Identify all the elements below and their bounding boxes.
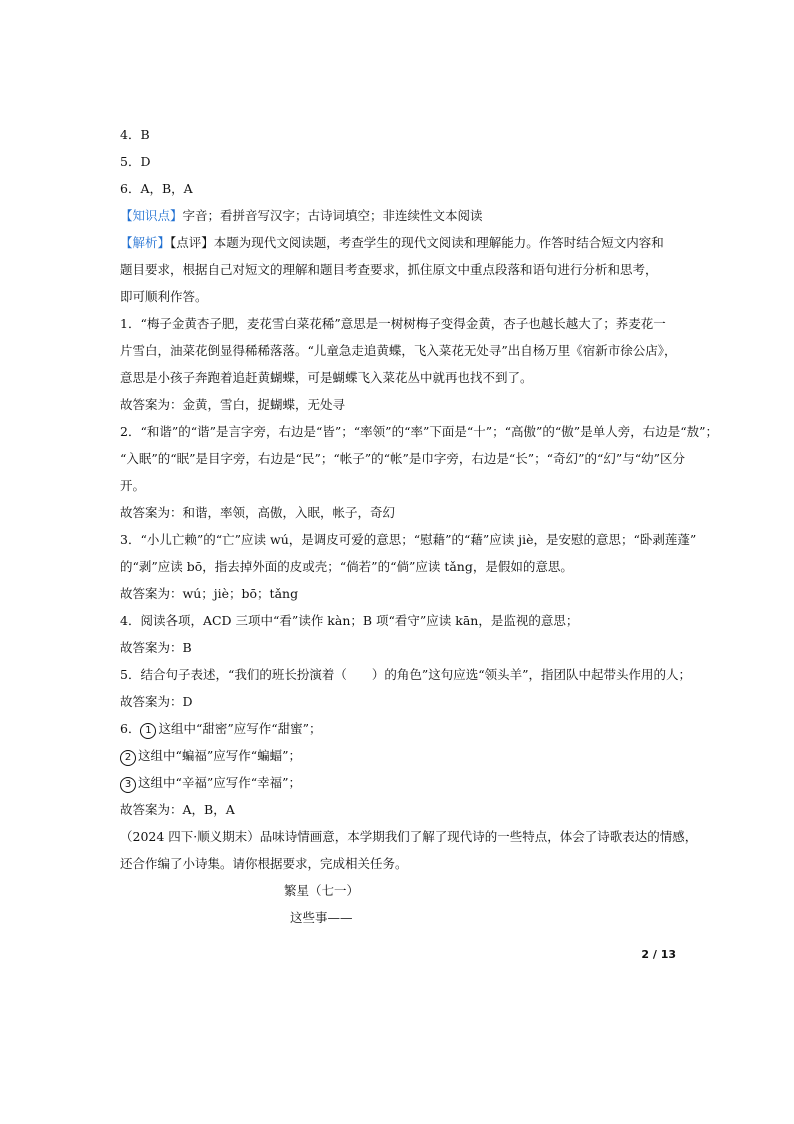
item-6-text-1: 这组中“甜密”应写作“甜蜜”； [158,721,322,736]
answer-5: 5．D [120,154,151,169]
poem-line: 这些事—— [290,910,353,925]
item-6-line-1 [120,720,680,739]
poem-title: 繁星（七一） [284,883,360,898]
item-2-line-1: 2．“和谐”的“谐”是言字旁，右边是“皆”；“率领”的“率”下面是“十”；“高傲”的“傲”是单人旁，右边是“敖”； [120,424,718,439]
item-5-answer: 故答案为：D [120,694,193,709]
item-1-answer: 故答案为：金黄，雪白，捉蝴蝶，无处寻 [120,397,346,412]
question-line-1: （2024 四下·顺义期末）品味诗情画意，本学期我们了解了现代诗的一些特点，体会了诗歌表达的情感， [120,829,698,844]
circled-number-2: 2 [120,750,136,766]
item-6-line-3 [120,774,680,793]
item-4-line-1: 4．阅读各项，ACD 三项中“看”读作 kàn；B 项“看守”应读 kān，是监视的意思； [120,613,579,628]
item-4-answer: 故答案为：B [120,640,192,655]
item-6-line-2 [120,747,680,766]
item-6-answer: 故答案为：A，B，A [120,802,235,817]
knowledge-tag: 【知识点】 [120,208,183,223]
item-3-answer: 故答案为：wú；jiè；bō；tǎng [120,586,299,601]
item-6-text-3: 这组中“辛福”应写作“幸福”； [138,775,302,790]
circled-number-3: 3 [120,777,136,793]
item-2-line-2: “入眠”的“眠”是目字旁，右边是“民”；“帐子”的“帐”是巾字旁，右边是“长”；“奇幻”的“幻”与“幼”区分 [120,451,686,466]
item-1-line-2: 片雪白，油菜花倒显得稀稀落落。“儿童急走追黄蝶，飞入菜花无处寻”出自杨万里《宿新市徐公店》， [120,343,677,358]
circled-number-1: 1 [140,723,156,739]
knowledge-text: 字音；看拼音写汉字；古诗词填空；非连续性文本阅读 [182,208,483,223]
page-number: 2 / 13 [641,948,676,961]
analysis-tag: 【解析】 [120,235,171,250]
item-3-line-1: 3．“小儿亡赖”的“亡”应读 wú，是调皮可爱的意思；“慰藉”的“藉”应读 jiè，是安慰的意思；“卧剥莲蓬” [120,532,697,547]
item-2-answer: 故答案为：和谐，率领，高傲，入眠，帐子，奇幻 [120,505,396,520]
answer-6: 6．A，B，A [120,181,193,196]
item-6-text-2: 这组中“蝙福”应写作“蝙蝠”； [138,748,302,763]
item-3-line-2: 的“剥”应读 bō，指去掉外面的皮或壳；“倘若”的“倘”应读 tǎng，是假如的意思。 [120,559,573,574]
analysis-line-3: 即可顺利作答。 [120,289,208,304]
analysis-line-1 [120,234,680,252]
item-2-line-3: 开。 [120,478,146,493]
question-line-2: 还合作编了小诗集。请你根据要求，完成相关任务。 [120,856,408,871]
answer-4: 4．B [120,127,150,142]
analysis-text: 【点评】本题为现代文阅读题，考查学生的现代文阅读和理解能力。作答时结合短文内容和 [170,235,664,250]
item-1-line-1: 1．“梅子金黄杏子肥，麦花雪白菜花稀”意思是一树树梅子变得金黄，杏子也越长越大了；荞麦花一 [120,316,666,331]
knowledge-point [120,207,680,225]
item-5-line-1: 5．结合句子表述，“我们的班长扮演着（ ）的角色”这句应选“领头羊”，指团队中起带头作用的人； [120,667,692,682]
item-6-number: 6． [120,721,141,736]
analysis-line-2: 题目要求，根据自己对短文的理解和题目考查要求，抓住原文中重点段落和语句进行分析和思考， [120,262,658,277]
item-1-line-3: 意思是小孩子奔跑着追赶黄蝴蝶，可是蝴蝶飞入菜花丛中就再也找不到了。 [120,370,533,385]
